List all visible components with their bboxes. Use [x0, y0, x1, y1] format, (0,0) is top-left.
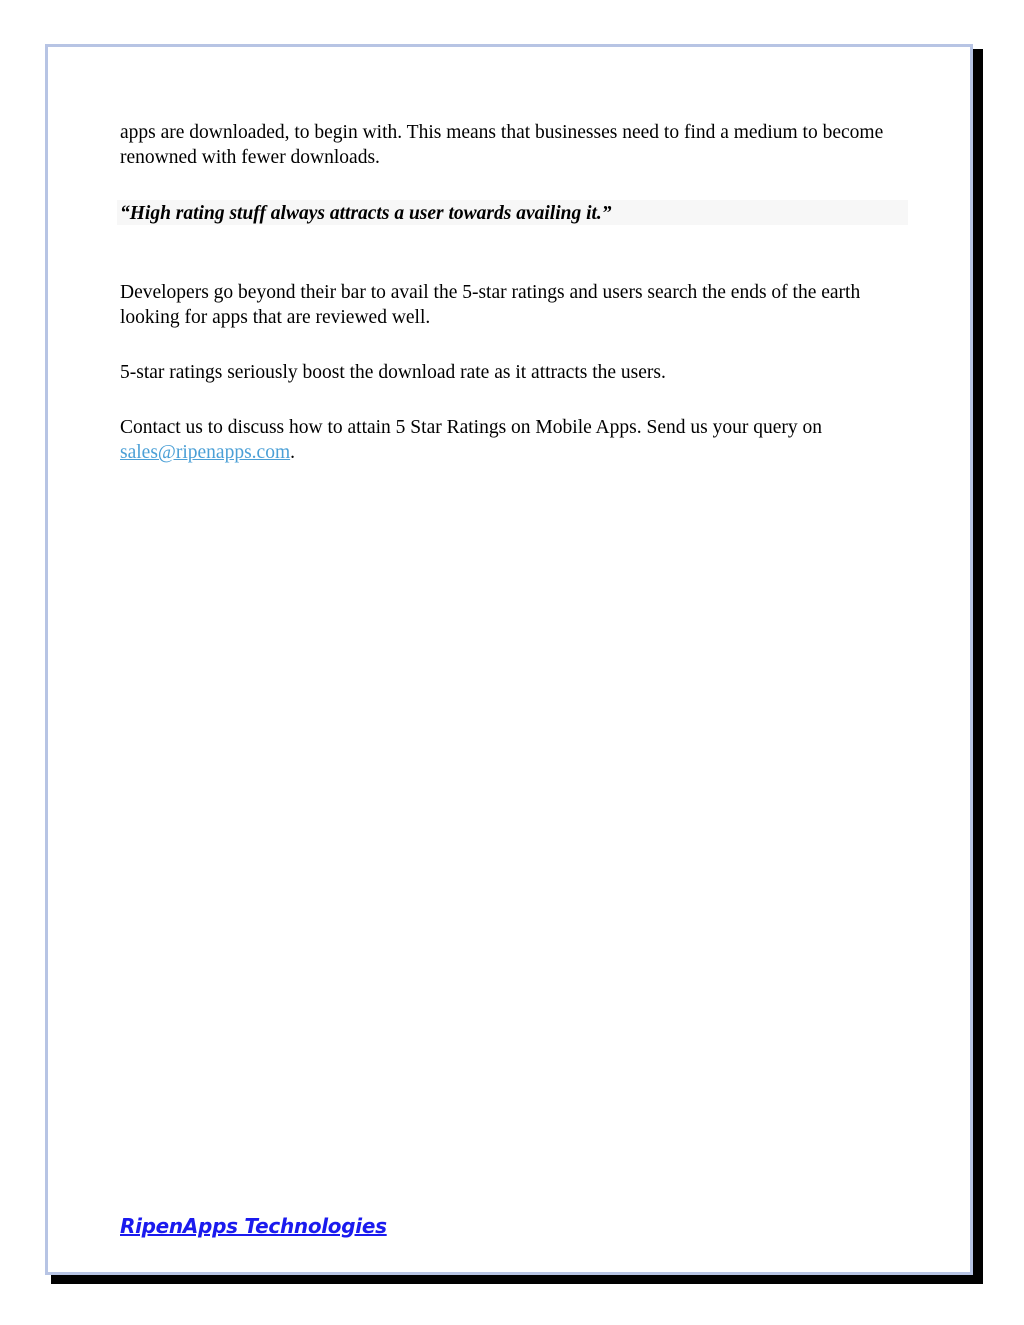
footer-company-name[interactable]: RipenApps Technologies — [120, 1214, 387, 1238]
contact-text: Contact us to discuss how to attain 5 Star Ratings on Mobile Apps. Send us your query on — [120, 417, 822, 438]
paragraph-developers: Developers go beyond their bar to avail the 5-star ratings and users search the ends of the earth looking for apps that are reviewed well. — [120, 282, 861, 328]
paragraph-downloads: apps are downloaded, to begin with. This means that businesses need to find a medium to become renowned with fewer downloads. — [120, 122, 884, 168]
spacer — [120, 225, 908, 280]
contact-period: . — [290, 442, 295, 463]
document-body — [120, 120, 908, 495]
highlighted-quote: “High rating stuff always attracts a user towards availing it.” — [117, 200, 908, 225]
paragraph-contact — [120, 415, 908, 465]
paragraph-ratings-boost: 5-star ratings seriously boost the download rate as it attracts the users. — [120, 362, 666, 383]
email-link[interactable]: sales@ripenapps.com — [120, 442, 291, 463]
